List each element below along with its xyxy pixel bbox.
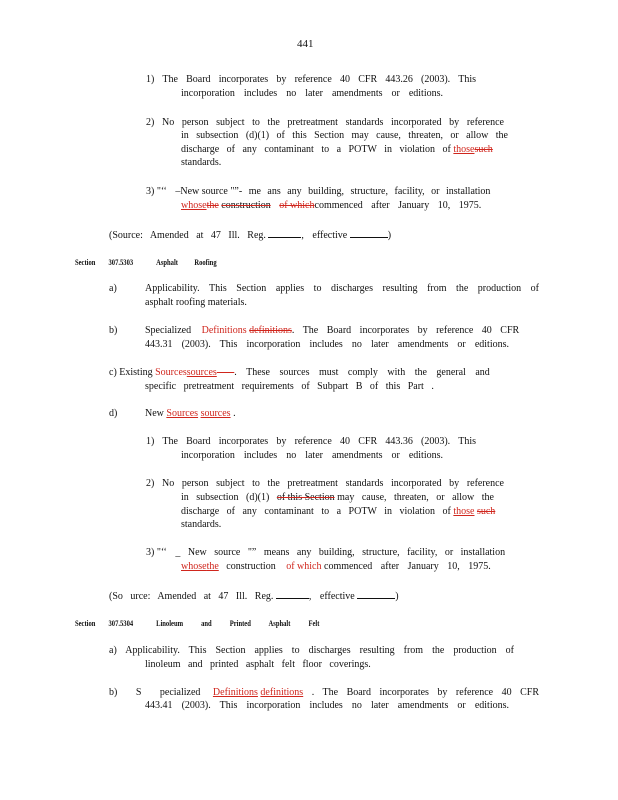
d-item-2-line-1: 2) No person subject to the pretreatment standards incorporated by reference xyxy=(146,478,504,489)
inserted-text: those xyxy=(453,144,475,155)
item-a-label: a) xyxy=(109,283,117,294)
text: New xyxy=(145,408,164,419)
d-item-3-line-1 xyxy=(146,547,505,559)
section-title: Asphalt Roofing xyxy=(156,258,217,267)
item-b-label: b) xyxy=(109,325,118,336)
para-1-line-2: incorporation includes no later amendments or editions. xyxy=(181,88,443,99)
blank-line xyxy=(357,589,395,599)
page-number: 441 xyxy=(297,38,314,50)
section-number: Section 307.5304 xyxy=(75,619,134,628)
text: discharge of any contaminant to a POTW in violation of xyxy=(181,144,451,155)
sec3-item-a-line-1: a) Applicability. This Section applies to discharges resulting from the production of xyxy=(109,645,514,656)
d-item-2-line-4: standards. xyxy=(181,519,222,530)
para-2-line-2: in subsection (d)(1) of this Section may cause, threaten, or allow the xyxy=(181,130,508,141)
blank-line xyxy=(350,228,388,238)
d-item-3-line-2 xyxy=(181,561,491,573)
deleted-text: the xyxy=(206,200,219,211)
text: _ New source "” means any building, structure, facility, or installation xyxy=(175,547,506,558)
item-c-line-2: specific pretreatment requirements of Subpart B of this Part . xyxy=(145,381,434,392)
deleted-text: such xyxy=(476,506,496,517)
text: ) xyxy=(387,230,392,241)
section-heading-5303 xyxy=(75,258,217,268)
item-a-line-1: Applicability. This Section applies to discharges resulting from the production of xyxy=(145,283,539,294)
text: discharge of any contaminant to a POTW in violation of xyxy=(181,506,451,517)
sec3-item-a-line-2: linoleum and printed asphalt felt floor coverings. xyxy=(145,659,371,670)
item-d-line xyxy=(145,408,236,420)
deleted-text: such xyxy=(474,144,493,155)
deleted-text: of this Section xyxy=(276,492,335,503)
blank-line xyxy=(268,228,301,238)
item-b-line-2: 443.31 (2003). This incorporation includes no later amendments or editions. xyxy=(145,339,509,350)
para-2-line-4: standards. xyxy=(181,157,222,168)
source-note-1 xyxy=(109,228,391,242)
text: - me ans any building, structure, facility, or installation xyxy=(238,186,491,197)
inserted-text: definitions xyxy=(260,687,304,698)
text: ) xyxy=(395,591,399,602)
text: construction xyxy=(221,200,271,211)
inserted-text: sources xyxy=(186,367,217,378)
inserted-text: those xyxy=(453,506,475,517)
deleted-text: of which xyxy=(279,200,315,211)
d-item-1-line-1: 1) The Board incorporates by reference 40 CFR 443.36 (2003). This xyxy=(146,436,476,447)
d-item-2-line-3 xyxy=(181,506,495,518)
inserted-text: whose xyxy=(181,561,207,572)
deleted-text xyxy=(217,367,235,378)
text: , effective xyxy=(308,591,355,602)
text: may cause, threaten, or allow the xyxy=(337,492,494,503)
para-2-line-1: 2) No person subject to the pretreatment standards incorporated by reference xyxy=(146,117,504,128)
item-d-label: d) xyxy=(109,408,118,419)
item-c-line-1 xyxy=(109,367,490,379)
d-item-1-line-2: incorporation includes no later amendments or editions. xyxy=(181,450,443,461)
item-a-line-2: asphalt roofing materials. xyxy=(145,297,247,308)
d-item-2-line-2 xyxy=(181,492,494,504)
blank-line xyxy=(276,589,309,599)
text: in subsection (d)(1) xyxy=(181,492,270,503)
para-3-line-2 xyxy=(181,200,481,212)
text: b) S pecialized xyxy=(109,687,201,698)
text: . The Board incorporates by reference 40 CFR xyxy=(311,687,540,698)
text: commenced after January 10, 1975. xyxy=(314,200,482,211)
text: c) Existing xyxy=(109,367,153,378)
text: –New source "” xyxy=(175,186,239,197)
text: , effective xyxy=(301,230,348,241)
para-2-line-3 xyxy=(181,144,493,156)
para-1-line-1: 1) The Board incorporates by reference 40 CFR 443.26 (2003). This xyxy=(146,74,476,85)
text: 3) "‘‘ xyxy=(146,186,167,197)
section-number: Section 307.5303 xyxy=(75,258,134,267)
text: (Source: Amended at 47 Ill. Reg. xyxy=(109,230,266,241)
inserted-text: Sources xyxy=(155,367,187,378)
text: (So urce: Amended at 47 Ill. Reg. xyxy=(109,591,274,602)
inserted-text: of which xyxy=(286,561,322,572)
inserted-text: Definitions xyxy=(212,687,258,698)
item-b-line-1 xyxy=(145,325,519,337)
inserted-text: the xyxy=(206,561,219,572)
text: construction xyxy=(226,561,276,572)
inserted-text: whose xyxy=(181,200,207,211)
text: . These sources must comply with the general and xyxy=(234,367,490,378)
text: 3) "‘‘ xyxy=(146,547,167,558)
sec3-item-b-line-1 xyxy=(109,687,539,699)
deleted-text: definitions xyxy=(249,325,292,336)
source-note-2 xyxy=(109,589,399,603)
text: Specialized xyxy=(145,325,192,336)
inserted-text: Definitions xyxy=(201,325,247,336)
inserted-text: sources xyxy=(200,408,231,419)
text: . xyxy=(233,408,236,419)
text: . The Board incorporates by reference 40 CFR xyxy=(291,325,520,336)
section-title: Linoleum and Printed Asphalt Felt xyxy=(156,619,320,628)
text: commenced after January 10, 1975. xyxy=(324,561,491,572)
sec3-item-b-line-2: 443.41 (2003). This incorporation includes no later amendments or editions. xyxy=(145,700,509,711)
inserted-text: Sources xyxy=(166,408,199,419)
section-heading-5304 xyxy=(75,619,319,629)
para-3-line-1 xyxy=(146,186,490,198)
